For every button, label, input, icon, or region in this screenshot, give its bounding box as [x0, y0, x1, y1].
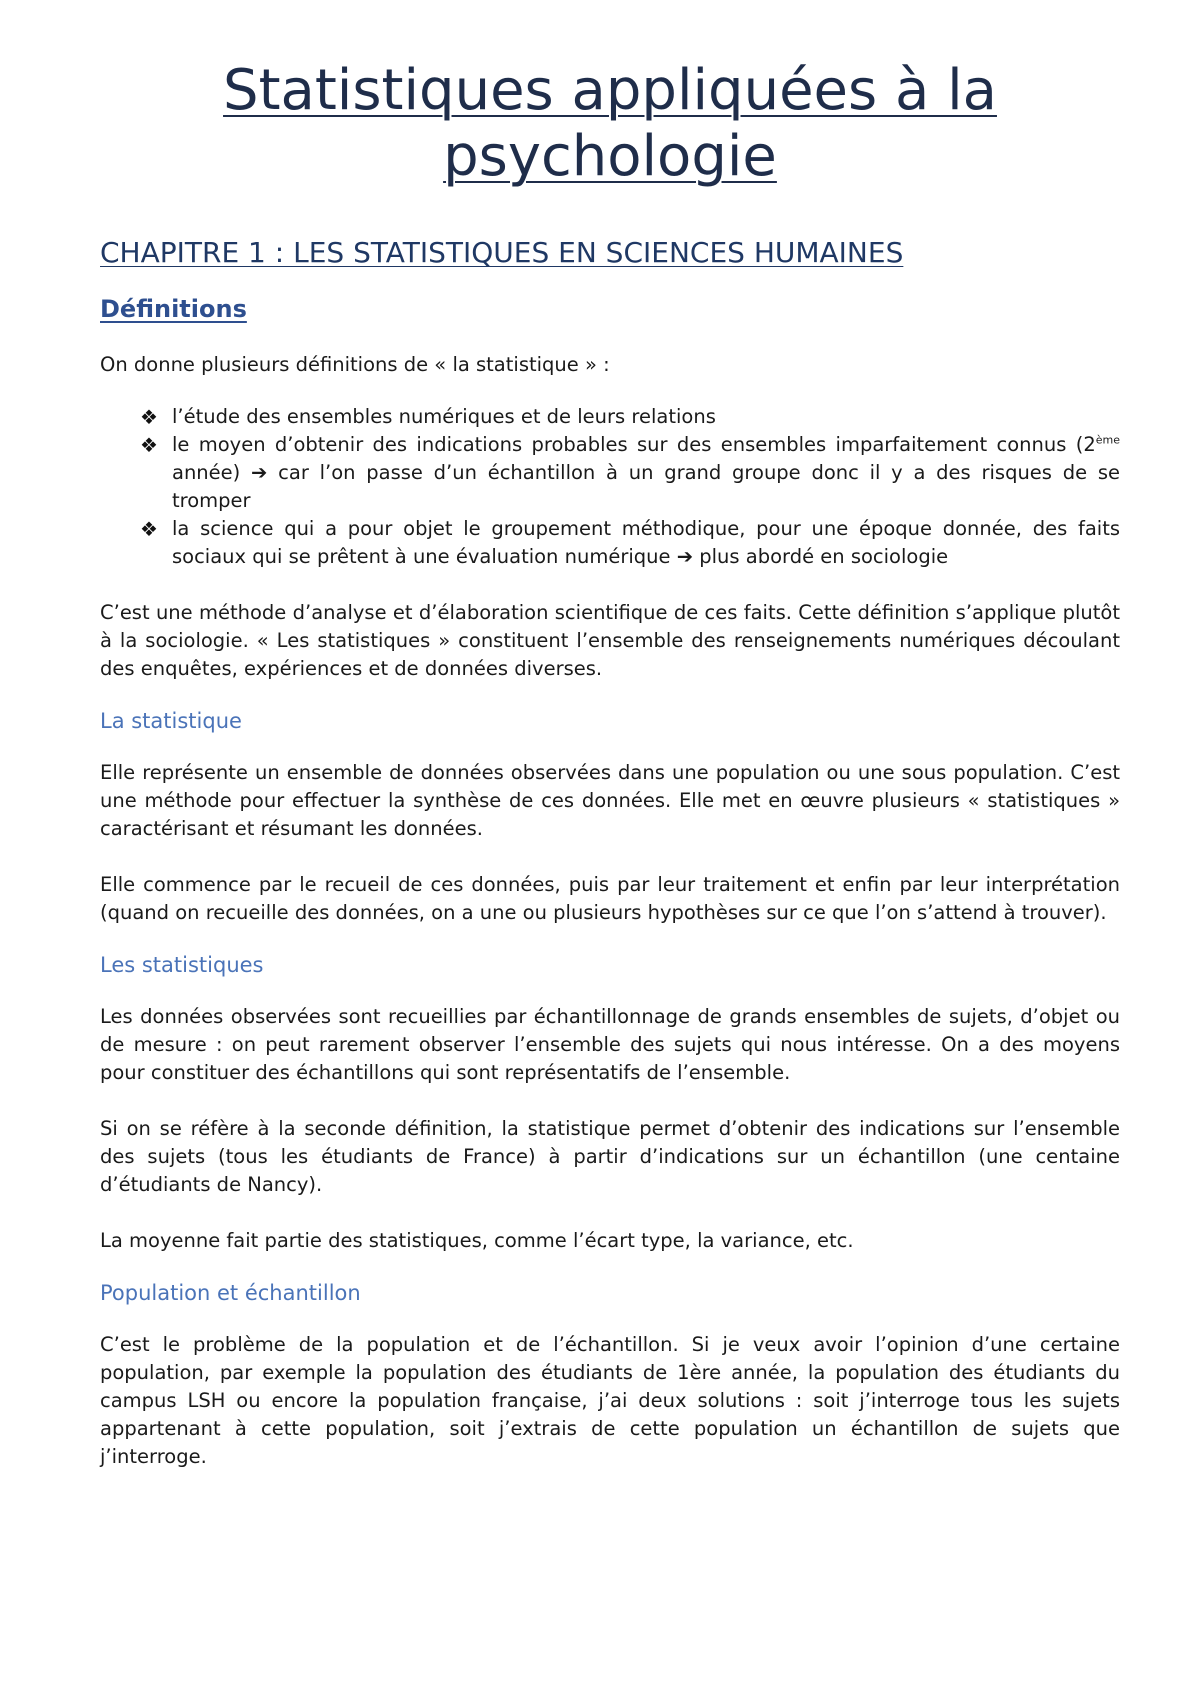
- les-statistiques-paragraph-1: Les données observées sont recueillies par échantillonnage de grands ensembles de sujets, d’objet ou de mesure : on peut rarement observer l’ensemble des sujets qui nous intéresse. On a des moyens pour constituer des échantillons qui sont représentatifs de l’ensemble.: [100, 1005, 1120, 1084]
- section-heading-definitions: Définitions: [100, 295, 247, 323]
- definitions-list: [100, 403, 1120, 571]
- diamond-bullet-icon: ❖: [140, 405, 158, 429]
- les-statistiques-paragraph-2: Si on se réfère à la seconde définition, la statistique permet d’obtenir des indications sur l’ensemble des sujets (tous les étudiants de France) à partir d’indications sur un échantillon (une centaine d’étudiants de Nancy).: [100, 1117, 1120, 1196]
- section-heading-la-statistique: La statistique: [100, 709, 242, 733]
- diamond-bullet-icon: ❖: [140, 517, 158, 541]
- list-item: ❖ le moyen d’obtenir des indications probables sur des ensembles imparfaitement connus (2ème année) ➔ car l’on passe d’un échantillon à un grand groupe donc il y a des risques de se tromper: [140, 433, 1121, 512]
- section-heading-population: Population et échantillon: [100, 1281, 361, 1305]
- definitions-paragraph: C’est une méthode d’analyse et d’élaboration scientifique de ces faits. Cette définition s’applique plutôt à la sociologie. « Les statistiques » constituent l’ensemble des renseignements numériques découlant des enquêtes, expériences et de données diverses.: [100, 601, 1120, 680]
- list-item: ❖ l’étude des ensembles numériques et de leurs relations: [140, 405, 716, 429]
- arrow-right-icon: ➔: [676, 545, 694, 568]
- title-line-2: psychologie: [443, 124, 777, 189]
- diamond-bullet-icon: ❖: [140, 433, 158, 457]
- la-statistique-paragraph-1: Elle représente un ensemble de données observées dans une population ou une sous population. C’est une méthode pour effectuer la synthèse de ces données. Elle met en œuvre plusieurs « statistiques » caractérisant et résumant les données.: [100, 761, 1120, 840]
- definitions-intro: On donne plusieurs définitions de « la statistique » :: [100, 353, 610, 376]
- la-statistique-paragraph-2: Elle commence par le recueil de ces données, puis par leur traitement et enfin par leur interprétation (quand on recueille des données, on a une ou plusieurs hypothèses sur ce que l’on s’attend à trouver).: [100, 873, 1120, 924]
- les-statistiques-paragraph-3: La moyenne fait partie des statistiques, comme l’écart type, la variance, etc.: [100, 1229, 854, 1252]
- title-line-1: Statistiques appliquées à la: [223, 58, 997, 123]
- document-page: [100, 0, 1120, 1471]
- chapter-heading: CHAPITRE 1 : LES STATISTIQUES EN SCIENCES HUMAINES: [100, 236, 904, 269]
- arrow-right-icon: ➔: [251, 461, 268, 484]
- list-item: ❖ la science qui a pour objet le groupement méthodique, pour une époque donnée, des faits sociaux qui se prêtent à une évaluation numérique ➔ plus abordé en sociologie: [140, 517, 1120, 568]
- document-title: [100, 58, 1120, 190]
- section-heading-les-statistiques: Les statistiques: [100, 953, 264, 977]
- population-paragraph-1: C’est le problème de la population et de l’échantillon. Si je veux avoir l’opinion d’une certaine population, par exemple la population des étudiants de 1ère année, la population des étudiants du campus LSH ou encore la population française, j’ai deux solutions : soit j’interroge tous les sujets appartenant à cette population, soit j’extrais de cette population un échantillon de sujets que j’interroge.: [100, 1333, 1120, 1468]
